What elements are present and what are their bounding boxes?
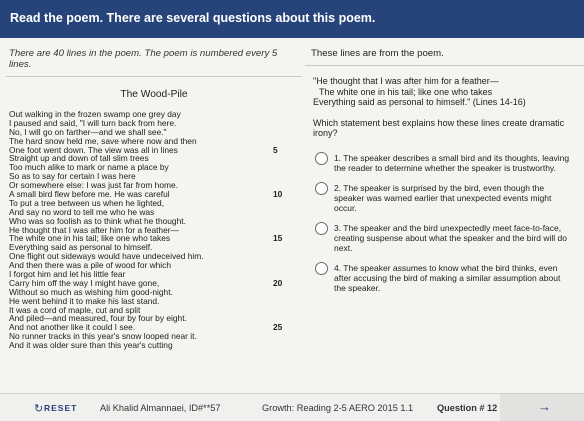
- option-text: 3. The speaker and the bird unexpectedly meet face-to-face, creating suspense about what the speaker and the bird will do next.: [334, 222, 567, 253]
- poem-line-text: And then there was a pile of wood for which: [9, 260, 172, 271]
- passage-intro: There are 40 lines in the poem. The poem is numbered every 5 lines.: [9, 48, 278, 70]
- poem-line-text: And say no word to tell me who he was: [9, 206, 155, 217]
- poem-line-text: One flight out sideways would have undeceived him.: [9, 251, 204, 262]
- poem-line-text: Out walking in the frozen swamp one grey day: [9, 109, 181, 119]
- quote-line: Everything said as personal to himself." (Lines 14-16): [313, 97, 526, 107]
- poem-line: [6, 341, 302, 350]
- next-button[interactable]: [500, 394, 584, 421]
- poem-line-text: He thought that I was after him for a feather—: [9, 224, 179, 235]
- option-text: 1. The speaker describes a small bird and its thoughts, leaving the reader to determine whether the speaker is trustworthy.: [334, 152, 570, 173]
- footer-bar: [0, 393, 584, 421]
- reset-icon[interactable]: ↻: [34, 403, 44, 415]
- poem-line-text: One foot went down. The view was all in lines: [9, 144, 178, 155]
- line-number: 10: [273, 189, 283, 200]
- answer-option-3[interactable]: [305, 223, 584, 253]
- radio-button[interactable]: [315, 152, 328, 165]
- poem-line-text: The hard snow held me, save where now and then: [9, 135, 197, 146]
- divider: [6, 76, 302, 77]
- reset-button[interactable]: RESET: [44, 403, 78, 413]
- radio-button[interactable]: [315, 262, 328, 275]
- line-number: 25: [273, 322, 283, 333]
- quoted-lines: [305, 66, 584, 143]
- poem-line-text: And piled—and measured, four by four by eight.: [9, 313, 187, 324]
- right-arrow-icon[interactable]: →: [538, 399, 551, 414]
- poem-line-text: Without so much as wishing him good-night.: [9, 286, 173, 297]
- radio-button[interactable]: [315, 182, 328, 195]
- quote-line: The white one in his tail; like one who takes: [319, 86, 493, 97]
- question-text: Which statement best explains how these lines create dramatic irony?: [313, 117, 565, 138]
- line-number: 5: [273, 144, 278, 155]
- poem-line-text: Who was so foolish as to think what he thought.: [9, 215, 186, 226]
- question-panel: [305, 40, 584, 392]
- poem-line-text: I paused and said, "I will turn back from here.: [9, 117, 177, 128]
- answer-option-1[interactable]: [305, 153, 584, 173]
- poem-line-text: It was a cord of maple, cut and split: [9, 304, 141, 315]
- passage-panel[interactable]: [6, 40, 302, 392]
- poem-line-text: The white one in his tail; like one who takes: [9, 233, 171, 244]
- radio-button[interactable]: [315, 222, 328, 235]
- poem-line-text: I forgot him and let his little fear: [9, 269, 126, 280]
- line-number: 20: [273, 277, 283, 288]
- lines-label: These lines are from the poem.: [311, 48, 444, 59]
- poem-line-text: No runner tracks in this year's snow looped near it.: [9, 331, 197, 342]
- poem-body: [6, 110, 302, 350]
- poem-line-text: And it was older sure than this year's cutting: [9, 340, 173, 351]
- poem-line-text: And not another like it could I see.: [9, 322, 136, 333]
- line-number: 15: [273, 233, 283, 244]
- quote-line: "He thought that I was after him for a feather—: [313, 76, 499, 86]
- answer-option-2[interactable]: [305, 183, 584, 213]
- option-text: 4. The speaker assumes to know what the bird thinks, even after accusing the bird of making a similar assumption about the speaker.: [334, 262, 561, 293]
- instruction-bar: [0, 0, 584, 38]
- test-name: Growth: Reading 2-5 AERO 2015 1.1: [262, 403, 414, 413]
- poem-line-text: Too much alike to mark or name a place by: [9, 162, 169, 173]
- poem-line-text: Carry him off the way I might have gone,: [9, 277, 160, 288]
- poem-line-text: So as to say for certain I was here: [9, 171, 136, 182]
- poem-line-text: Straight up and down of tall slim trees: [9, 153, 149, 164]
- poem-line-text: No, I will go on farther—and we shall see.": [9, 126, 167, 137]
- answer-option-4[interactable]: [305, 263, 584, 293]
- student-name: Ali Khalid Almannaei, ID#**57: [100, 403, 221, 413]
- poem-line-text: Or somewhere else: I was just far from home.: [9, 180, 178, 191]
- poem-line-text: To put a tree between us when he lighted,: [9, 197, 165, 208]
- poem-line-text: Everything said as personal to himself.: [9, 242, 153, 253]
- poem-title: The Wood-Pile: [120, 89, 188, 100]
- instruction-text: Read the poem. There are several questions about this poem.: [10, 11, 376, 25]
- option-text: 2. The speaker is surprised by the bird, even though the speaker was warned earlier that unexpected events might occur.: [334, 182, 552, 213]
- poem-line-text: He went behind it to make his last stand.: [9, 295, 160, 306]
- poem-line-text: A small bird flew before me. He was careful: [9, 189, 170, 200]
- question-number: Question # 12: [437, 403, 498, 413]
